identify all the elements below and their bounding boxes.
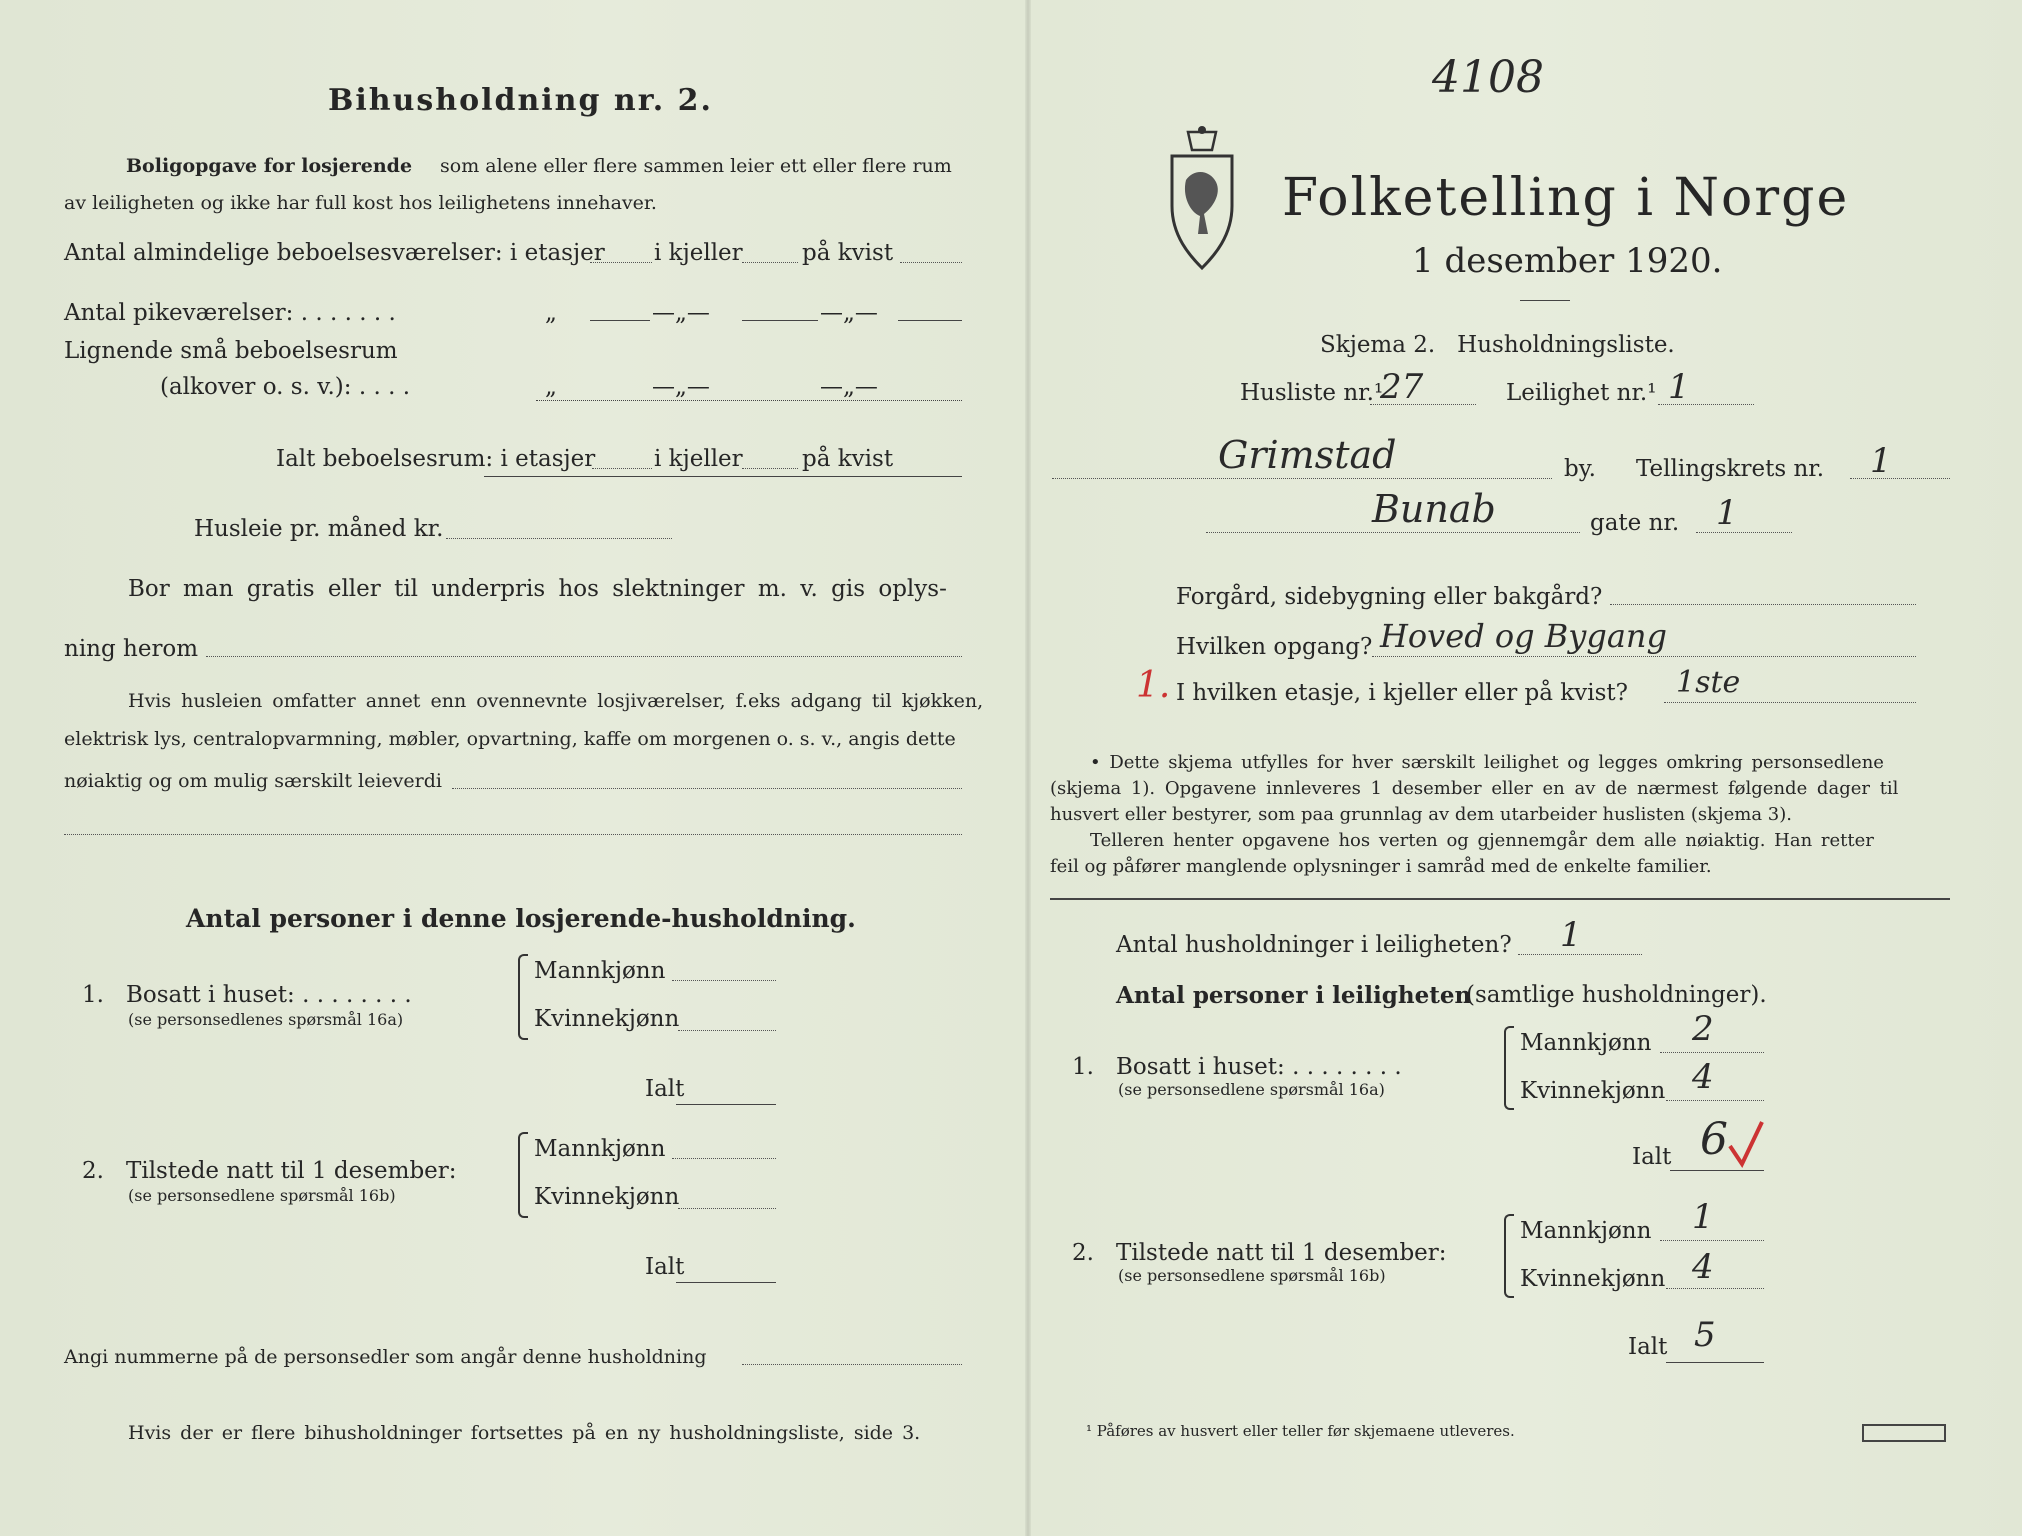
hvis-field-2[interactable] — [64, 834, 962, 835]
left-q2-brace — [518, 1132, 528, 1218]
right-q2-ialt-value: 5 — [1694, 1315, 1716, 1355]
bor-field[interactable] — [206, 656, 962, 657]
right-q2-kvinne: Kvinnekjønn — [1520, 1266, 1666, 1292]
hush-value: 1 — [1560, 915, 1582, 955]
margin-mark: 1. — [1136, 665, 1171, 706]
ialt-etasjer-field[interactable] — [592, 468, 652, 469]
note-line-4: Telleren henter opgavene hos verten og gjennemgår dem alle nøiaktig. Han retter — [1090, 830, 1874, 851]
right-q1-mann-value: 2 — [1692, 1009, 1714, 1049]
left-q1-ialt: Ialt — [645, 1076, 685, 1102]
left-q1-ialt-field[interactable] — [676, 1104, 776, 1105]
left-q1-num: 1. — [82, 982, 104, 1008]
note-line-5: feil og påfører manglende oplysninger i samråd med de enkelte familier. — [1050, 856, 1712, 877]
hvis-line-2: elektrisk lys, centralopvarmning, møbler, opvartning, kaffe om morgenen o. s. v., angis dette — [64, 728, 956, 750]
by-value: Grimstad — [1218, 433, 1397, 477]
ialt-kvist-label: på kvist — [802, 446, 894, 472]
pike-label: Antal pikeværelser: . . . . . . . — [64, 300, 396, 326]
krets-label: Tellingskrets nr. — [1636, 456, 1825, 482]
intro-line2: av leiligheten og ikke har full kost hos leilighetens innehaver. — [64, 192, 657, 214]
right-q1-brace — [1504, 1026, 1514, 1110]
husliste-field[interactable] — [1370, 404, 1476, 405]
left-q1-label: Bosatt i huset: . . . . . . . . — [126, 982, 412, 1008]
left-q1-sub: (se personsedlenes spørsmål 16a) — [128, 1010, 404, 1029]
right-q1-kvinne-field[interactable] — [1666, 1100, 1764, 1101]
intro-rest: som alene eller flere sammen leier ett eller flere rum — [440, 155, 952, 177]
gate-label: gate nr. — [1590, 510, 1680, 536]
left-q2-mann-field[interactable] — [672, 1158, 776, 1159]
husleie-label: Husleie pr. måned kr. — [194, 516, 444, 542]
husleie-field[interactable] — [446, 538, 672, 539]
gate-field[interactable] — [1206, 532, 1580, 533]
ialt-rooms-label: Ialt beboelsesrum: i etasjer — [276, 446, 596, 472]
leilighet-label: Leilighet nr.¹ — [1506, 380, 1657, 406]
left-antal-heading: Antal personer i denne losjerende-husholdning. — [186, 904, 856, 933]
right-q2-mann-value: 1 — [1692, 1197, 1714, 1237]
right-q2-kvinne-field[interactable] — [1666, 1288, 1764, 1289]
pike-ditto-3: —„— — [820, 300, 878, 326]
pike-ditto: „ — [545, 300, 557, 326]
right-q1-label: Bosatt i huset: . . . . . . . . — [1116, 1054, 1402, 1080]
rooms-label: Antal almindelige beboelsesværelser: i etasjer — [64, 240, 605, 266]
leilighet-value: 1 — [1668, 367, 1690, 407]
right-q2-num: 2. — [1072, 1240, 1094, 1266]
rooms-kvist-label: på kvist — [802, 240, 894, 266]
right-q1-sub: (se personsedlene spørsmål 16a) — [1118, 1080, 1385, 1099]
left-footer: Hvis der er flere bihusholdninger fortsettes på en ny husholdningsliste, side 3. — [128, 1422, 921, 1444]
right-q1-ialt-value: 6 — [1700, 1114, 1728, 1165]
right-q2-ialt-field[interactable] — [1666, 1362, 1764, 1363]
note-line-2: (skjema 1). Opgavene innleveres 1 desember eller en av de nærmest følgende dager til — [1050, 778, 1899, 799]
etasje-field[interactable] — [1664, 702, 1916, 703]
husliste-value: 27 — [1380, 367, 1424, 407]
right-q2-mann: Mannkjønn — [1520, 1218, 1652, 1244]
right-q1-mann: Mannkjønn — [1520, 1030, 1652, 1056]
right-q2-ialt: Ialt — [1628, 1334, 1668, 1360]
pike-ditto-2: —„— — [652, 300, 710, 326]
note-line-3: husvert eller bestyrer, som paa grunnlag av dem utarbeider huslisten (skjema 3). — [1050, 804, 1792, 825]
etasje-value: 1ste — [1676, 665, 1741, 700]
left-q2-num: 2. — [82, 1158, 104, 1184]
skjema-label: Skjema 2. Husholdningsliste. — [1320, 332, 1675, 358]
page-fold — [1025, 0, 1031, 1536]
left-q1-kvinne: Kvinnekjønn — [534, 1006, 680, 1032]
left-title: Bihusholdning nr. 2. — [328, 83, 713, 118]
left-q2-label: Tilstede natt til 1 desember: — [126, 1158, 457, 1184]
ialt-kjeller-label: i kjeller — [654, 446, 743, 472]
left-q1-mann-field[interactable] — [672, 980, 776, 981]
right-q1-kvinne-value: 4 — [1692, 1057, 1714, 1097]
husliste-label: Husliste nr.¹ — [1240, 380, 1384, 406]
gate-nr-field[interactable] — [1696, 532, 1792, 533]
hvis-line-3: nøiaktig og om mulig særskilt leieverdi — [64, 770, 442, 792]
ialt-underline — [484, 476, 962, 477]
rooms-kvist-field[interactable] — [900, 262, 962, 263]
right-q2-kvinne-value: 4 — [1692, 1247, 1714, 1287]
right-q2-label: Tilstede natt til 1 desember: — [1116, 1240, 1447, 1266]
hvis-field[interactable] — [452, 788, 962, 789]
lignende-ditto-2: —„— — [652, 374, 710, 400]
lignende-ditto-3: —„— — [820, 374, 878, 400]
right-q1-ialt: Ialt — [1632, 1144, 1672, 1170]
left-q1-mann: Mannkjønn — [534, 958, 666, 984]
notes-divider — [1050, 898, 1950, 900]
bor-line-2: ning herom — [64, 636, 199, 662]
right-title: Folketelling i Norge — [1282, 168, 1850, 228]
title-rule — [1520, 300, 1570, 301]
right-q1-num: 1. — [1072, 1054, 1094, 1080]
forgard-field[interactable] — [1610, 604, 1916, 605]
right-q1-kvinne: Kvinnekjønn — [1520, 1078, 1666, 1104]
angi-field[interactable] — [742, 1364, 962, 1365]
etasje-label: I hvilken etasje, i kjeller eller på kvist? — [1176, 680, 1628, 706]
right-footnote: ¹ Påføres av husvert eller teller før skjemaene utleveres. — [1086, 1422, 1515, 1440]
by-label: by. — [1564, 456, 1596, 482]
rooms-kjeller-label: i kjeller — [654, 240, 743, 266]
hush-label: Antal husholdninger i leiligheten? — [1116, 932, 1512, 958]
right-q2-mann-field[interactable] — [1660, 1240, 1764, 1241]
left-q1-brace — [518, 954, 528, 1040]
pike-kvist-field[interactable] — [898, 320, 962, 321]
angi-label: Angi nummerne på de personsedler som angår denne husholdning — [64, 1346, 707, 1368]
lignende-label-1: Lignende små beboelsesrum — [64, 338, 398, 364]
lignende-label-2: (alkover o. s. v.): . . . . — [160, 374, 411, 400]
antal-rest: (samtlige husholdninger). — [1466, 982, 1767, 1008]
printer-mark-icon — [1862, 1424, 1946, 1442]
left-q2-mann: Mannkjønn — [534, 1136, 666, 1162]
correction-mark-icon — [1726, 1118, 1766, 1170]
antal-bold: Antal personer i leiligheten — [1116, 982, 1472, 1009]
left-q2-ialt-field[interactable] — [676, 1282, 776, 1283]
lignende-field[interactable] — [536, 400, 962, 401]
right-q2-brace — [1504, 1214, 1514, 1298]
opgang-field[interactable] — [1372, 656, 1916, 657]
left-q1-kvinne-field[interactable] — [678, 1030, 776, 1031]
krets-field[interactable] — [1850, 478, 1950, 479]
left-q2-sub: (se personsedlene spørsmål 16b) — [128, 1186, 396, 1205]
left-q2-kvinne: Kvinnekjønn — [534, 1184, 680, 1210]
pike-etasjer-field[interactable] — [590, 320, 650, 321]
archive-stamp: 4108 — [1432, 52, 1544, 103]
krets-value: 1 — [1870, 441, 1892, 481]
opgang-label: Hvilken opgang? — [1176, 634, 1373, 660]
pike-kjeller-field[interactable] — [742, 320, 818, 321]
lignende-ditto: „ — [545, 374, 557, 400]
note-line-1: • Dette skjema utfylles for hver særskilt leilighet og legges omkring personsedlene — [1090, 752, 1884, 773]
bor-line-1: Bor man gratis eller til underpris hos slektninger m. v. gis oplys- — [128, 576, 947, 602]
left-q2-ialt: Ialt — [645, 1254, 685, 1280]
by-field[interactable] — [1052, 478, 1552, 479]
right-q2-sub: (se personsedlene spørsmål 16b) — [1118, 1266, 1386, 1285]
gate-value: Bunab — [1372, 487, 1496, 531]
leilighet-field[interactable] — [1658, 404, 1754, 405]
gate-nr-value: 1 — [1716, 493, 1738, 533]
right-q1-ialt-field[interactable] — [1670, 1170, 1764, 1171]
forgard-label: Forgård, sidebygning eller bakgård? — [1176, 584, 1603, 610]
right-q1-mann-field[interactable] — [1660, 1052, 1764, 1053]
rooms-kjeller-field[interactable] — [742, 262, 798, 263]
rooms-etasjer-field[interactable] — [590, 262, 652, 263]
intro-bold: Boligopgave for losjerende — [126, 155, 413, 177]
ialt-kjeller-field[interactable] — [742, 468, 798, 469]
coat-of-arms-icon — [1166, 124, 1238, 274]
right-date: 1 desember 1920. — [1412, 241, 1723, 281]
hush-field[interactable] — [1518, 954, 1642, 955]
opgang-value: Hoved og Bygang — [1380, 617, 1668, 655]
hvis-line-1: Hvis husleien omfatter annet enn ovennevnte losjiværelser, f.eks adgang til kjøkken, — [128, 690, 984, 712]
left-q2-kvinne-field[interactable] — [678, 1208, 776, 1209]
